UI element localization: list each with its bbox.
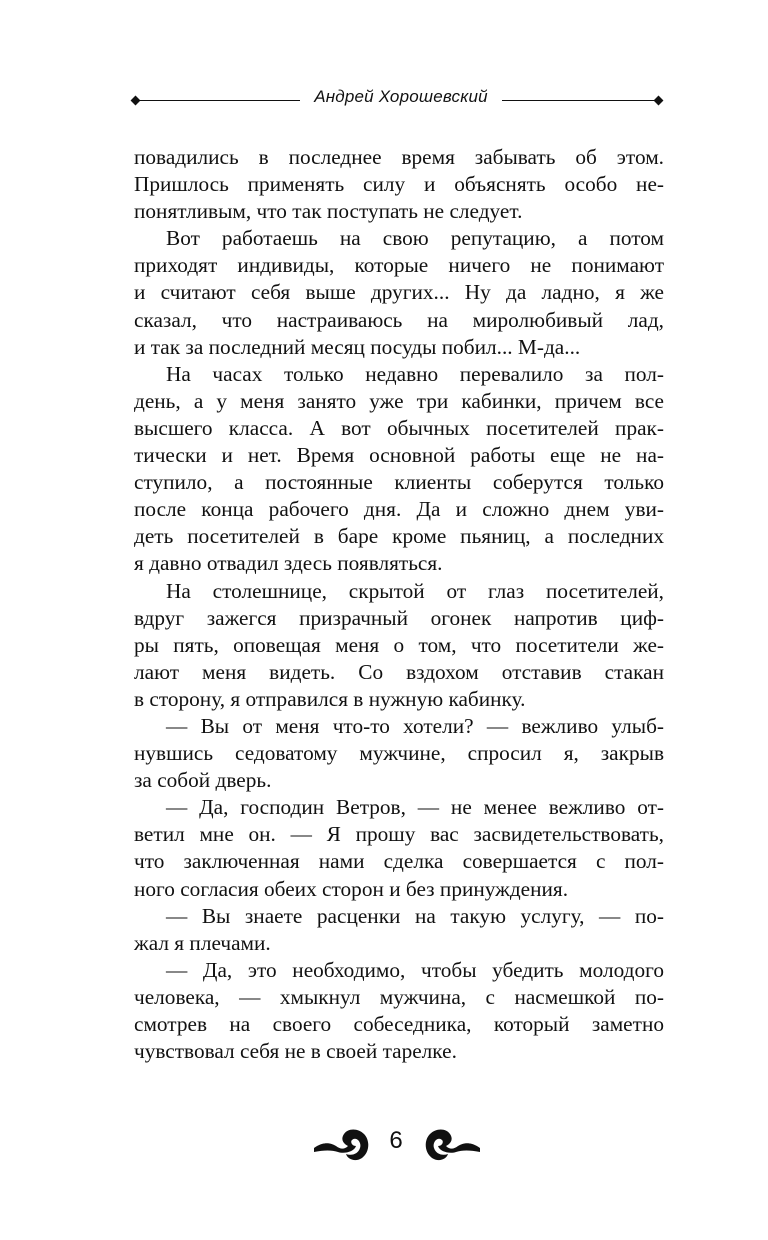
text-line: Пришлось применять силу и объяснять особо не- bbox=[134, 172, 664, 197]
text-line: Вот работаешь на свою репутацию, а потом bbox=[166, 226, 664, 251]
page-footer bbox=[300, 1122, 490, 1166]
text-line: и так за последний месяц посуды побил... М-да... bbox=[134, 334, 581, 359]
text-line: приходят индивиды, которые ничего не понимают bbox=[134, 253, 664, 278]
running-header bbox=[128, 86, 668, 114]
text-line: — Да, господин Ветров, — не менее вежливо от- bbox=[166, 795, 664, 820]
text-line: тически и нет. Время основной работы еще не на- bbox=[134, 443, 664, 468]
text-line: — Да, это необходимо, чтобы убедить молодого bbox=[166, 957, 664, 982]
header-rule-right bbox=[502, 100, 658, 101]
body-text bbox=[134, 144, 664, 1065]
flourish-ornament-icon bbox=[420, 1122, 480, 1166]
flourish-ornament-icon bbox=[314, 1122, 374, 1166]
author-name: Андрей Хорошевский bbox=[314, 87, 488, 106]
text-line: На столешнице, скрытой от глаз посетителей, bbox=[166, 578, 664, 603]
text-line: понятливым, что так поступать не следует. bbox=[134, 199, 523, 224]
text-line: На часах только недавно перевалило за пол- bbox=[166, 361, 664, 386]
text-line: лают меня видеть. Со вздохом отставив стакан bbox=[134, 659, 664, 684]
text-line: ветил мне он. — Я прошу вас засвидетельствовать, bbox=[134, 822, 664, 847]
page-number: 6 bbox=[389, 1127, 403, 1154]
text-line: нувшись седоватому мужчине, спросил я, закрыв bbox=[134, 741, 664, 766]
text-line: и считают себя выше других... Ну да ладно, я же bbox=[134, 280, 664, 305]
header-rule-left bbox=[138, 100, 300, 101]
text-line: деть посетителей в баре кроме пьяниц, а последних bbox=[134, 524, 664, 549]
text-line: смотрев на своего собеседника, который заметно bbox=[134, 1012, 664, 1036]
text-line: высшего класса. А вот обычных посетителей прак- bbox=[134, 415, 664, 440]
text-line: день, а у меня занято уже три кабинки, причем все bbox=[134, 388, 664, 413]
text-line: в сторону, я отправился в нужную кабинку. bbox=[134, 686, 526, 711]
text-line: жал я плечами. bbox=[134, 930, 271, 955]
text-line: ступило, а постоянные клиенты соберутся только bbox=[134, 470, 664, 495]
text-line: ры пять, оповещая меня о том, что посетители же- bbox=[134, 632, 664, 657]
diamond-ornament-icon bbox=[654, 95, 664, 105]
text-line: человека, — хмыкнул мужчина, с насмешкой по- bbox=[134, 984, 664, 1009]
text-line: за собой дверь. bbox=[134, 768, 272, 793]
text-line: я давно отвадил здесь появляться. bbox=[134, 551, 443, 576]
text-line: после конца рабочего дня. Да и сложно днем уви- bbox=[134, 497, 664, 522]
text-line: ного согласия обеих сторон и без принуждения. bbox=[134, 876, 569, 901]
text-line: вдруг зажегся призрачный огонек напротив циф- bbox=[134, 605, 664, 630]
text-line: повадились в последнее время забывать об этом. bbox=[134, 145, 664, 169]
text-line: — Вы знаете расценки на такую услугу, — по- bbox=[166, 903, 664, 928]
text-line: сказал, что настраиваюсь на миролюбивый лад, bbox=[134, 307, 664, 332]
text-line: чувствовал себя не в своей тарелке. bbox=[134, 1039, 457, 1064]
text-line: — Вы от меня что-то хотели? — вежливо улыб- bbox=[166, 713, 664, 738]
text-line: что заключенная нами сделка совершается с пол- bbox=[134, 849, 664, 874]
